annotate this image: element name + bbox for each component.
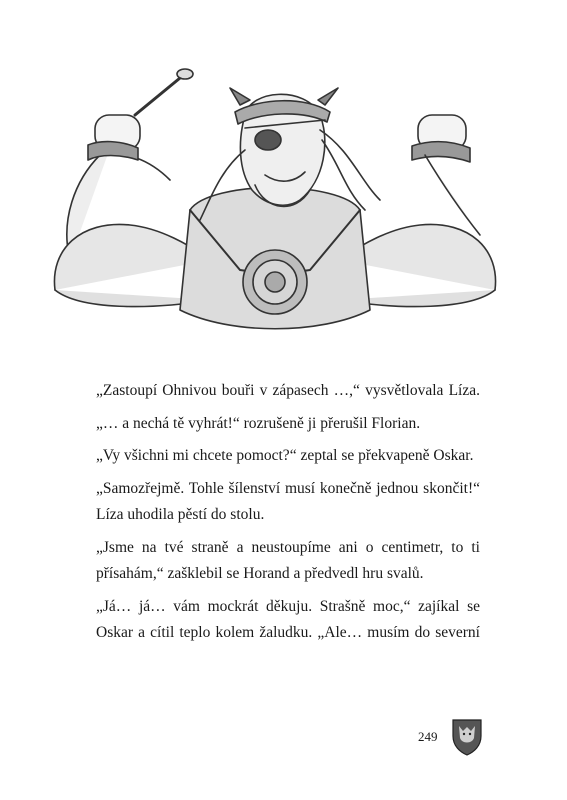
pirate-illustration bbox=[40, 60, 510, 350]
paragraph-3: „Vy všichni mi chcete pomoct?“ zeptal se překvapeně Oskar. bbox=[96, 447, 474, 464]
page-number: 249 bbox=[418, 729, 438, 744]
paragraph-6: „Já… já… vám mockrát děkuju. Strašně moc,“ zajíkal se Oskar a cítil teplo kolem žaludku. „Ale… musím do severní bbox=[96, 597, 480, 641]
paragraph-1: „Zastoupí Ohnivou bouři v zápasech …,“ vysvětlovala Líza. bbox=[96, 382, 480, 399]
paragraph-2: „… a nechá tě vyhrát!“ rozrušeně ji přerušil Florian. bbox=[96, 414, 421, 432]
body-text bbox=[96, 378, 480, 653]
paragraph-4: „Samozřejmě. Tohle šílenství musí konečně jednou skončit!“ Líza uhodila pěstí do stolu. bbox=[96, 479, 480, 523]
wolf-crest-icon bbox=[449, 716, 485, 756]
paragraph-5: „Jsme na tvé straně a neustoupíme ani o centimetr, to ti přísahám,“ zašklebil se Horand a předvedl hru svalů. bbox=[96, 538, 480, 582]
